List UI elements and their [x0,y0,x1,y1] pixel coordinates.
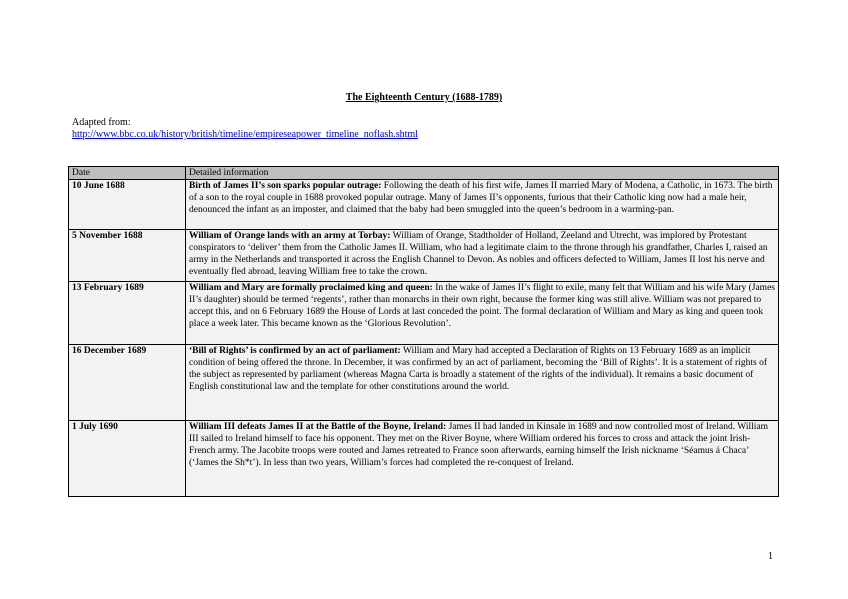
source-link[interactable]: http://www.bbc.co.uk/history/british/timeline/empireseapower_timeline_noflash.shtml [72,129,418,140]
row-date: 10 June 1688 [69,180,186,230]
row-headline: Birth of James II’s son sparks popular outrage: [189,181,382,192]
row-description: Following the death of his first wife, James II married Mary of Modena, a Catholic, in 1673. The birth of a son to the royal couple in 1688 provoked popular outrage. Many of James II’s opponents, furious that their Catholic king now had a male heir, denounced the infant as an imposter, and claimed that the baby had been smuggled into the queen’s bedroom in a warming-pan. [189,181,773,216]
table-row [69,180,779,230]
row-description: William and Mary had accepted a Declaration of Rights on 13 February 1689 as an implicit condition of being offered the throne. In December, it was confirmed by an act of parliament, becoming the ‘Bill of Rights’. It is a statement of rights of the subject as represented by parliament (whereas Magna Carta is broadly a statement of the rights of the individual). It remains a basic document of English constitutional law and the template for other constitutions around the world. [189,346,767,393]
row-info [186,345,779,421]
table-row [69,345,779,421]
table-header-row [69,167,779,180]
page-number: 1 [768,551,773,562]
row-info [186,282,779,345]
row-headline: William III defeats James II at the Battle of the Boyne, Ireland: [189,422,447,433]
row-headline: William and Mary are formally proclaimed king and queen: [189,283,433,294]
row-date: 5 November 1688 [69,230,186,282]
document-title: The Eighteenth Century (1688-1789) [345,92,503,103]
row-info [186,421,779,497]
row-headline: William of Orange lands with an army at Torbay: [189,231,391,242]
row-info [186,230,779,282]
row-description: James II had landed in Kinsale in 1689 and now controlled most of Ireland. William III sailed to Ireland himself to face his opponent. They met on the River Boyne, where William ordered his forces to cross and attack the joint Irish-French army. The Jacobite troops were routed and James retreated to France soon afterwards, earning himself the Irish nickname ‘Séamus á Chaca’ (‘James the Sh*t’). In less than two years, William’s forces had completed the re-conquest of Ireland. [189,422,769,469]
header-date: Date [69,167,186,180]
table-row [69,421,779,497]
row-date: 1 July 1690 [69,421,186,497]
row-date: 16 December 1689 [69,345,186,421]
timeline-table [68,166,779,497]
row-info [186,180,779,230]
table-row [69,230,779,282]
row-headline: ‘Bill of Rights’ is confirmed by an act of parliament: [189,346,401,357]
source-attribution [72,117,418,141]
row-description: In the wake of James II’s flight to exile, many felt that William and his wife Mary (James II’s daughter) should be termed ‘regents’, rather than monarchs in their own right, because the former king was still alive. William was not prepared to accept this, and on 6 February 1689 the House of Lords at last conceded the point. The formal declaration of William and Mary as king and queen took place a week later. This became known as the ‘Glorious Revolution’. [189,283,775,330]
row-description: William of Orange, Stadtholder of Holland, Zeeland and Utrecht, was implored by Protestant conspirators to ‘deliver’ them from the Catholic James II. William, who had a legitimate claim to the throne through his grandfather, Charles I, raised an army in the Netherlands and transported it across the English Channel to Devon. As nobles and officers defected to William, James II lost his nerve and eventually fled abroad, leaving William free to take the crown. [189,231,768,278]
adapted-from-label: Adapted from: [72,117,131,128]
row-date: 13 February 1689 [69,282,186,345]
header-detailed-information: Detailed information [186,167,779,180]
table-row [69,282,779,345]
